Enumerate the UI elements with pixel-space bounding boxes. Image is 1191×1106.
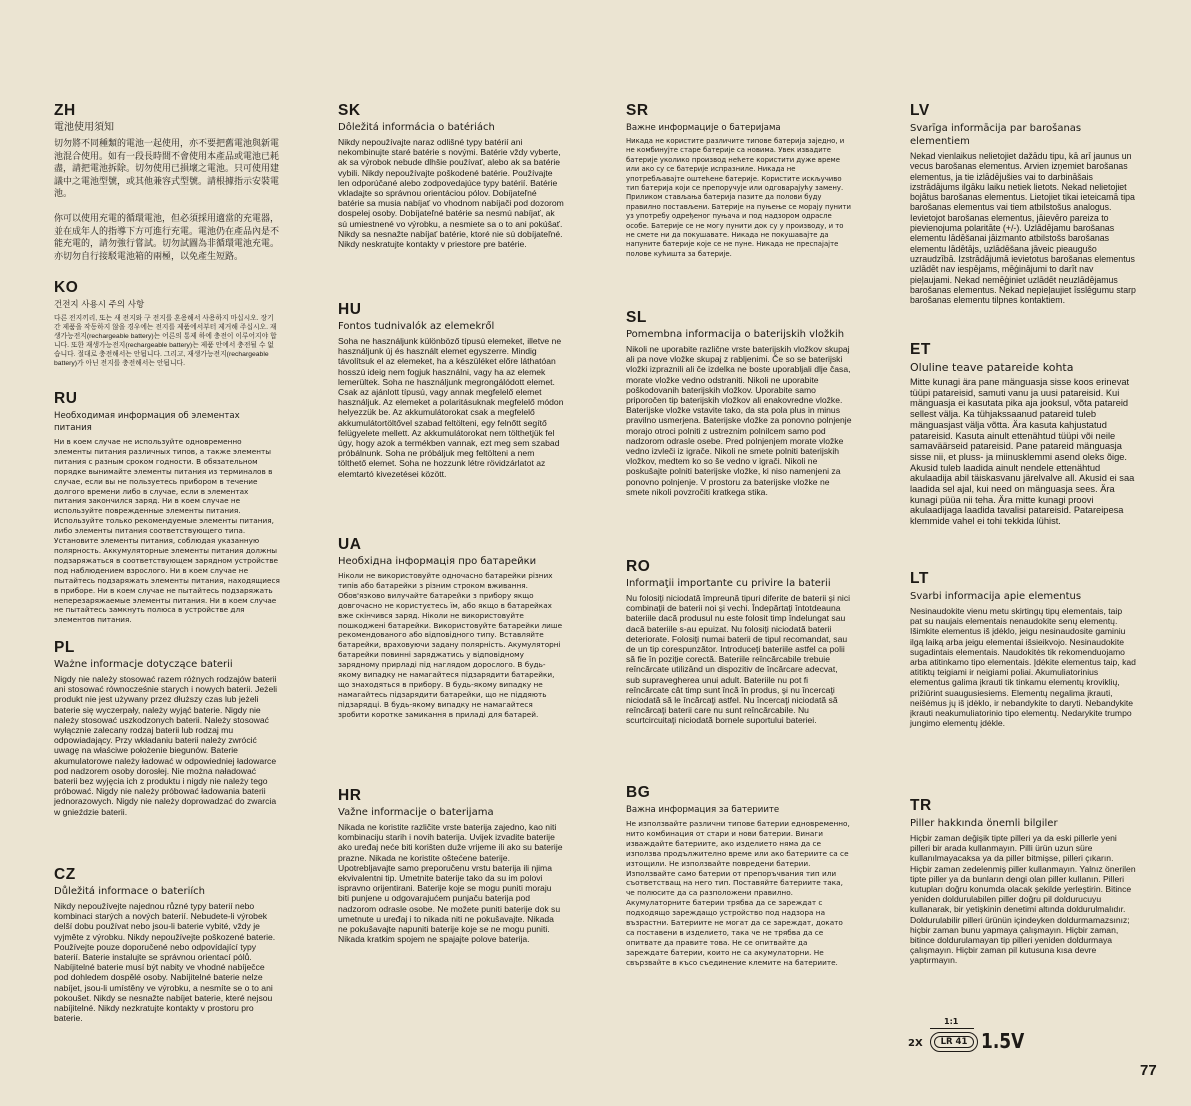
section-title: Svarbi informacija apie elementus (910, 591, 1082, 602)
language-code: ZH (54, 102, 76, 119)
section-title: Ważne informacje dotyczące baterii (54, 659, 233, 670)
section-zh (54, 102, 280, 262)
language-code: RU (54, 390, 78, 407)
section-et (910, 341, 1136, 527)
section-title: Oluline teave patareide kohta (910, 361, 1074, 374)
section-hu (338, 301, 564, 479)
language-code: LT (910, 570, 929, 587)
section-ru (54, 390, 280, 625)
section-title: Fontos tudnivalók az elemekről (338, 321, 495, 332)
section-body: 다른 전지끼리, 또는 새 전지와 구 전지를 혼용해서 사용하지 마십시오. 장기간 제품을 작동하지 않을 경우에는 전지를 제품에서부터 제거해 주십시오. 재생가능전지(rechargeable battery)는 어른의 통제 하에 충전이 이루어지야 합니다. 또한 재생가능전지(rechargeable battery)는 제품 안에서 충전될 수 없습니다. 절대로 충전해서는 안됩니다. 그리고, 재생가능전지(rechargeable battery)가 아닌 전지를 충전해서는 안됩니다. (54, 315, 277, 367)
section-body: Nu folosiţi niciodată împreună tipuri diferite de baterii şi nici combinaţii de baterii noi şi vechi. Îndepărtaţi întotdeauna bateriile dacă produsul nu este folosit timp îndelungat sau dacă bateriile s-au epuizat. Nu folosiţi niciodată baterii deteriorate. Folosiţi numai baterii de tipul recomandat, sau de un tip corespunzător. Introduceţi bateriile astfel ca polii să fie în poziţie corectă. Bateriile reîncărcabile trebuie reîncărcate utilizând un dispozitiv de încărcare adecvat, sub supravegherea unui adult. Bateriile nu pot fi reîncărcate cât timp sunt încă în produs, şi nu încercaţi niciodată să le încărcaţi astfel. Nu încercaţi niciodată să reîncărcaţi baterii care nu sunt reîncărcabile. Nu scurtcircuitaţi niciodată bornele suportului bateriei. (626, 593, 851, 726)
section-sr (626, 102, 852, 259)
section-title: Необходимая информация об элементах питания (54, 411, 240, 433)
section-title: Svarīga informācija par barošanas elementiem (910, 123, 1082, 147)
section-body: 切勿將不同種類的電池一起使用，亦不要把舊電池與新電池混合使用。如有一段長時間不會使用本產品或電池已耗盡，請把電池拆除。切勿使用已損壞之電池。只可使用建議中之電池型號，或其他兼容式型號。請根據指示安裝電池。 你可以使用充電的循環電池，但必須採用適當的充電器，並在成年人的指導下方可進行充電。電池仍在產品內是不能充電的，請勿強行嘗試。切勿試圖為非循環電池充電。亦切勿自行接駁電池箱的兩極，以免產生短路。 (54, 138, 280, 261)
section-ua (338, 536, 564, 720)
section-tr (910, 797, 1136, 966)
section-title: 건전지 사용시 주의 사항 (54, 300, 145, 310)
section-body: Ни в коем случае не используйте одновременно элементы питания различных типов, а также элементы питания с разным сроком годности. В обязательном порядке вынимайте элементы питания из терминалов в случае, если вы не пользуетесь прибором в течение долгого времени либо в случае, если в элементах питания закончился заряд. Ни в коем случае не используйте поврежденные элементы питания. Используйте только рекомендуемые элементы питания, либо элементы питания соответствующего типа. Установите элементы питания, соблюдая указанную полярность. Аккумуляторные элементы питания должны подзаряжаться в соответствующем зарядном устройстве под наблюдением взрослого. Ни в коем случае не пытайтесь подзаряжать элементы питания, находящиеся в приборе. Ни в коем случае не пытайтесь подзаряжать неперезаряжаемые элементы питания. Ни в коем случае не пытайтесь замкнуть полюса в устройстве для элементов питания. (54, 437, 280, 625)
section-title: Informaţii importante cu privire la baterii (626, 578, 831, 589)
language-code: UA (338, 536, 362, 553)
section-title: 電池使用須知 (54, 122, 114, 133)
battery-ratio: 1:1 (944, 1017, 959, 1026)
section-lv (910, 102, 1136, 305)
section-cz (54, 866, 280, 1023)
section-body: Ніколи не використовуйте одночасно батарейки різних типів або батарейки з різним строком вживання. Обов'язково вилучайте батарейки з прибору якщо довгочасно не користуєтесь їм, або якщо в батарейках вже скінчився заряд. Ніколи не використовуйте пошкоджені батарейки. Використовуйте батарейки лише рекомендованого або відповідного типу. Вставляйте батарейки, враховуючи задану полярність. Акумуляторні батарейки повинні заряджатись у відповідному зарядному прирладі під наглядом дорослого. В будь-якому випадку не намагайтеся підзарядити батарейки, що знаходяться в прибору. В будь-якому випадку не намагайтесь підзарядити батарейки, що не піддяють підзарядці. В будь-якому випадку не намагайтеся зробити коротке замикання в приладі для батарей. (338, 571, 563, 719)
section-body: Nigdy nie należy stosować razem różnych rodzajów baterii ani stosować równocześnie starych i nowych baterii. Jeżeli produkt nie jest używany przez dłuższy czas lub jeżeli baterie się wyczerpały, należy wyjąć baterie. Nigdy nie należy stosować uszkodzonych baterii. Należy stosować wyłącznie zalecany rodzaj baterii lub rodzaj mu odpowiadający. Przy wkładaniu baterii należy zwrócić uwagę na właściwe położenie biegunów. Baterie akumulatorowe należy ładować w odpowiedniej ładowarce pod nadzorem osoby dorosłej. Nie można naładować baterii bez wyjęcia ich z produktu i nigdy nie należy tego próbować. Nigdy nie należy próbować ładowania baterii jednorazowych. Nigdy nie należy doprowadzać do zwarcia w gnieździe baterii. (54, 674, 278, 817)
section-body: Nesinaudokite vienu metu skirtingų tipų elementais, taip pat su naujais elementais nenaudokite senų elementų. Išimkite elementus iš įdėklo, jeigu nesinaudosite gaminiu ilgą laiką arba jeigu elementai išsieikvojo. Nesinaudokite sugadintais elementais. Naudokitės tik rekomenduojamo arba atitinkamo tipo elementais. Įdėkite elementus taip, kad atitiktų teigiami ir neigiami poliai. Akumuliatorinius elementus galima įkrauti tik tinkamu elementų kroviklių, prižiūrint suaugusiesiems. Elementų negalima įkrauti, neišėmus jų iš įdėklo, ir nebandykite to daryti. Nebandykite įkrauti neakumuliatorinio tipo elementų. Nedarykite trumpo jungimo elementų įdėkle. (910, 606, 1136, 729)
language-code: CZ (54, 866, 76, 883)
language-code: PL (54, 639, 75, 656)
language-code: BG (626, 784, 651, 801)
section-ro (626, 558, 852, 726)
battery-spec (908, 1017, 1025, 1057)
language-code: SK (338, 102, 361, 119)
section-body: Nikdy nepoužívajte naraz odlišné typy batérií ani nekombinujte staré batérie s novými. Batérie vždy vyberte, ak sa výrobok nebude dlhšie používať, alebo ak sa batérie vybili. Nikdy nepoužívajte poškodené batérie. Používajte len odporúčané alebo zodpovedajúce typy batérií. Batérie vkladajte so správnou orientáciou pólov. Dobíjateľné batérie sa musia nabíjať vo vhodnom nabíjači pod dozorom dospelej osoby. Dobíjateľné batérie sa nesmú nabíjať, ak sú umiestnené vo výrobku, a nesmiete sa o to ani pokúšať. Nikdy sa nesnažte nabíjať batérie, ktoré nie sú dobíjateľné. Nikdy neskratujte kontakty v priestore pre batérie. (338, 137, 564, 250)
section-lt (910, 570, 1136, 728)
battery-quantity: 2X (908, 1038, 923, 1049)
section-body: Nekad vienlaikus nelietojiet dažādu tipu, kā arī jaunus un vecus barošanas elementus. Arvien izņemiet barošanas elementus, ja tie izlādējušies vai to darbināšais izstrādājums ilgāku laiku netiek lietots. Nekad nelietojiet bojātus barošanas elementus. Lietojiet tikai ieteicamā tipa barošanas elementus vai tiem atbilstošus analogus. Ievietojot barošanas elementus, jāievēro pareiza to pievienojuma polaritāte (+/-). Uzlādējamu barošanas elementu lādēšanai jāizmanto atbilstošs barošanas elementu lādētājs, uzlādēšana jāveic pieaugušo uzraudzībā. Izstrādājumā ievietotus barošanas elementus uzlādēt nav iespējams, mēģinājumi to darīt nav pieļaujami. Nekad nemēģiniet uzlādēt neuzlādējamus barošanas elementus. Nekad nepieļaujiet īsslēgumu starp barošanas elementu tilpnes kontaktiem. (910, 151, 1136, 306)
section-title: Piller hakkında önemli bilgiler (910, 818, 1058, 829)
section-body: Hiçbir zaman değişik tipte pilleri ya da eski pillerle yeni pilleri bir arada kullanmayın. Pilli ürün uzun süre kullanılmayacaksa ya da piller bitmişse, pilleri çıkarın. Hiçbir zaman zedelenmiş piller kullanmayın. Yalnız önerilen tipte piller ya da bunların dengi olan piller kullanın. Pilleri kutupları doğru konumda olacak şekilde yerleştirin. Bitince yeniden doldurulabilen piller doğru pil doldurucuyu kullanarak, bir yetişkinin denetimi altında doldurulmalıdır. Doldurulabilir pilleri ürünün içindeyken doldurmamazsınız; hiçbir zaman bunu yapmaya çalışmayın. Hiçbir zaman, bitince doldurulamayan tip pilleri yeniden doldurmaya çalışmayın. Hiçbir zaman pil kutusuna kısa devre yaptırmayın. (910, 833, 1136, 966)
battery-icon (930, 1032, 978, 1052)
section-title: Важна информация за батериите (626, 805, 780, 815)
language-code: HR (338, 787, 362, 804)
language-code: SL (626, 309, 647, 326)
section-title: Важне информације о батеријама (626, 123, 781, 133)
section-body: Nikdy nepoužívejte najednou různé typy baterií nebo kombinaci starých a nových baterií. Nebudete-li výrobek delší dobu používat nebo jsou-li baterie vybité, vždy je vyjměte z výrobku. Nikdy nepoužívejte poškozené baterie. Používejte pouze doporučené nebo odpovídající typy baterií. Baterie instalujte se správnou orientací pólů. Nabíjitelné baterie musí být nabity ve vhodné nabíječce pod dohledem dospělé osoby. Nabíjitelné baterie nelze nabíjet, jsou-li umístěny ve výrobku, a nesmíte se o to ani pokoušet. Nikdy se nesnažte nabíjet baterie, které nejsou nabíjitelné. Nikdy nezkratujte kontakty v prostoru pro baterie. (54, 901, 276, 1024)
section-sk (338, 102, 564, 249)
section-body: Никада не користите различите типове батерија заједно, и не комбинујте старе батерије са новима. Увек извадите батерије уколико производ нећете користити дуже време или ако су се батерије испразниле. Никада не употребљавајте оштећене батерије. Користите искључиво тип батерија који се препоручује или одговарајућу замену. Приликом стављања батерија пазите да полови буду правилно постављени. Батерије на пуњење се морају пунити уз употребу одређеног пуњача и под надзором одрасле особе. Батерије се не могу пунити док су у производу, и то не смете ни да покушавате. Никада не покушавајте да напуните батерије које се не пуне. Никада не преспајајте полове кућишта за батерије. (626, 137, 852, 258)
language-code: KO (54, 279, 79, 296)
battery-type: LR 41 (934, 1036, 974, 1048)
section-body: Nikada ne koristite različite vrste baterija zajedno, kao niti kombinaciju starih i novih baterija. Uvijek izvadite baterije ako uređaj neće biti korišten duže vrijeme ili ako su baterije prazne. Nikada ne koristite oštećene baterije. Upotrebljavajte samo preporučenu vrstu baterija ili njima ekvivalentni tip. Umetnite baterije tako da su im polovi ispravno orijentirani. Baterije koje se mogu puniti moraju biti punjene u odgovarajućem punjaču baterija pod nadzorom odrasle osobe. Ne možete puniti baterije dok su umetnute u uređaj i to nikada niti ne pokušavajte. Nikada ne pokušavajte napuniti baterije koje se ne mogu puniti. Nikada kratkim spojem ne spajajte polove baterija. (338, 822, 563, 945)
section-ko (54, 279, 280, 368)
section-hr (338, 787, 564, 944)
page-number: 77 (1140, 1062, 1157, 1079)
language-code: HU (338, 301, 362, 318)
section-title: Důležitá informace o bateriích (54, 886, 205, 897)
section-title: Dôležitá informácia o batériách (338, 122, 495, 133)
section-body: Не използвайте различни типове батерии едновременно, нито комбинация от стари и нови батерии. Винаги изваждайте батериите, ако изделието няма да се използва продължително време или ако батериите са се изтощили. Не използвайте повредени батерии. Използвайте само батерии от препоръчвания тип или съответстващ на него тип. Поставяйте батериите така, че полюсите да са разположени правилно. Акумулаторните батерии трябва да се зареждат с подходящо зареждащо устройство под надзора на възрастни. Батериите не могат да се зареждат, докато са поставени в изделието, така че не трябва да се опитвате да правите това. Не се опитвайте да зареждате батерии, които не са акумулаторни. Не свързвайте в късо съединение клемите на батериите. (626, 819, 850, 967)
language-code: RO (626, 558, 651, 575)
section-body: Nikoli ne uporabite različne vrste baterijskih vložkov skupaj ali pa nove vložke skupaj z rabljenimi. Če so se baterijski vložki izpraznili ali če izdelka ne boste uporabljali dlje časa, morate vložke vedno odstraniti. Nikoli ne uporabite poškodovanih baterijskih vložkov. Uporabite samo priporočen tip baterijskih vložkov ali enakovredne vložke. Baterijske vložke vstavite tako, da sta pola plus in minus pravilno usmerjena. Baterijske vložke za ponovno polnjenje morajo otroci polniti z ustreznim polnilcem samo pod nadzorom odrasle osebe. Pred polnjenjem morate vložke vedno izvleči iz igrače. Nikoli ne smete polniti baterijskih vložkov, medtem ko so še vedno v igrači. Nikoli ne poskušajte polniti baterijske vložke, ki niso namenjeni za ponovno polnjenje. V prostoru za baterijske vložke ne smete nikoli povzročiti kratkega stika. (626, 344, 852, 497)
section-pl (54, 639, 280, 817)
ratio-divider (930, 1028, 974, 1029)
section-body: Mitte kunagi ära pane mänguasja sisse koos erinevat tüüpi patareisid, samuti vanu ja uusi patareisid. Kui mänguasja ei kasutata pika aja jooksul, võta patareid sellest välja. Ka tühjakssaanud patareid tuleb mänguasjast välja võtta. Ära kasuta kahjustatud patareisid. Kasuta ainult ettenähtud tüüpi või neile samaväärseid patareisid. Pane patareid mänguasja sisse nii, et pluss- ja miinusklemmi asend oleks õige. Akusid tuleb laadida ainult nendele ettenähtud akulaadija abil täiskasvanu järelvalve all. Akusid ei saa laadida sel ajal, kui need on mänguasja sees. Ära kunagi püüa nii teha. Ära mitte kunagi proovi akulaadijaga laadida tavalisi patareisid. Patareipesa klemmide vahel ei tohi tekkida lühist. (910, 377, 1135, 527)
section-title: Važne informacije o baterijama (338, 807, 494, 818)
section-bg (626, 784, 852, 968)
language-code: SR (626, 102, 649, 119)
battery-voltage: 1.5V (981, 1029, 1025, 1053)
section-title: Необхідна інформація про батарейки (338, 556, 537, 567)
section-title: Pomembna informacija o baterijskih vložkih (626, 329, 845, 340)
section-sl (626, 309, 852, 497)
language-code: TR (910, 797, 932, 814)
language-code: ET (910, 341, 931, 358)
language-code: LV (910, 102, 930, 119)
section-body: Soha ne használjunk különböző típusú elemeket, illetve ne használjunk új és használt elemet egyszerre. Mindig távolítsuk el az elemeket, ha a készüléket előre láthatóan hosszú ideig nem fogjuk használni, vagy ha az elemek lemerültek. Soha ne használjunk megrongálódott elemet. Csak az ajánlott típusú, vagy annak megfelelő elemet használjuk. Az elemeket a polaritásuknak megfelelő módon helyezzük be. Az akkumulátorokat csak a megfelelő akkumulátortöltővel szabad feltölteni, egy felnőtt segítő felügyelete mellett. Az akkumulátorokat nem tölthetjük fel úgy, hogy azok a termékben vannak, ezt meg sem szabad próbálnunk. Soha ne próbáljuk meg feltölteni a nem tölthető elemet. Soha ne hozzunk létre rövidzárlatot az elemtartó kivezetései között. (338, 336, 564, 479)
